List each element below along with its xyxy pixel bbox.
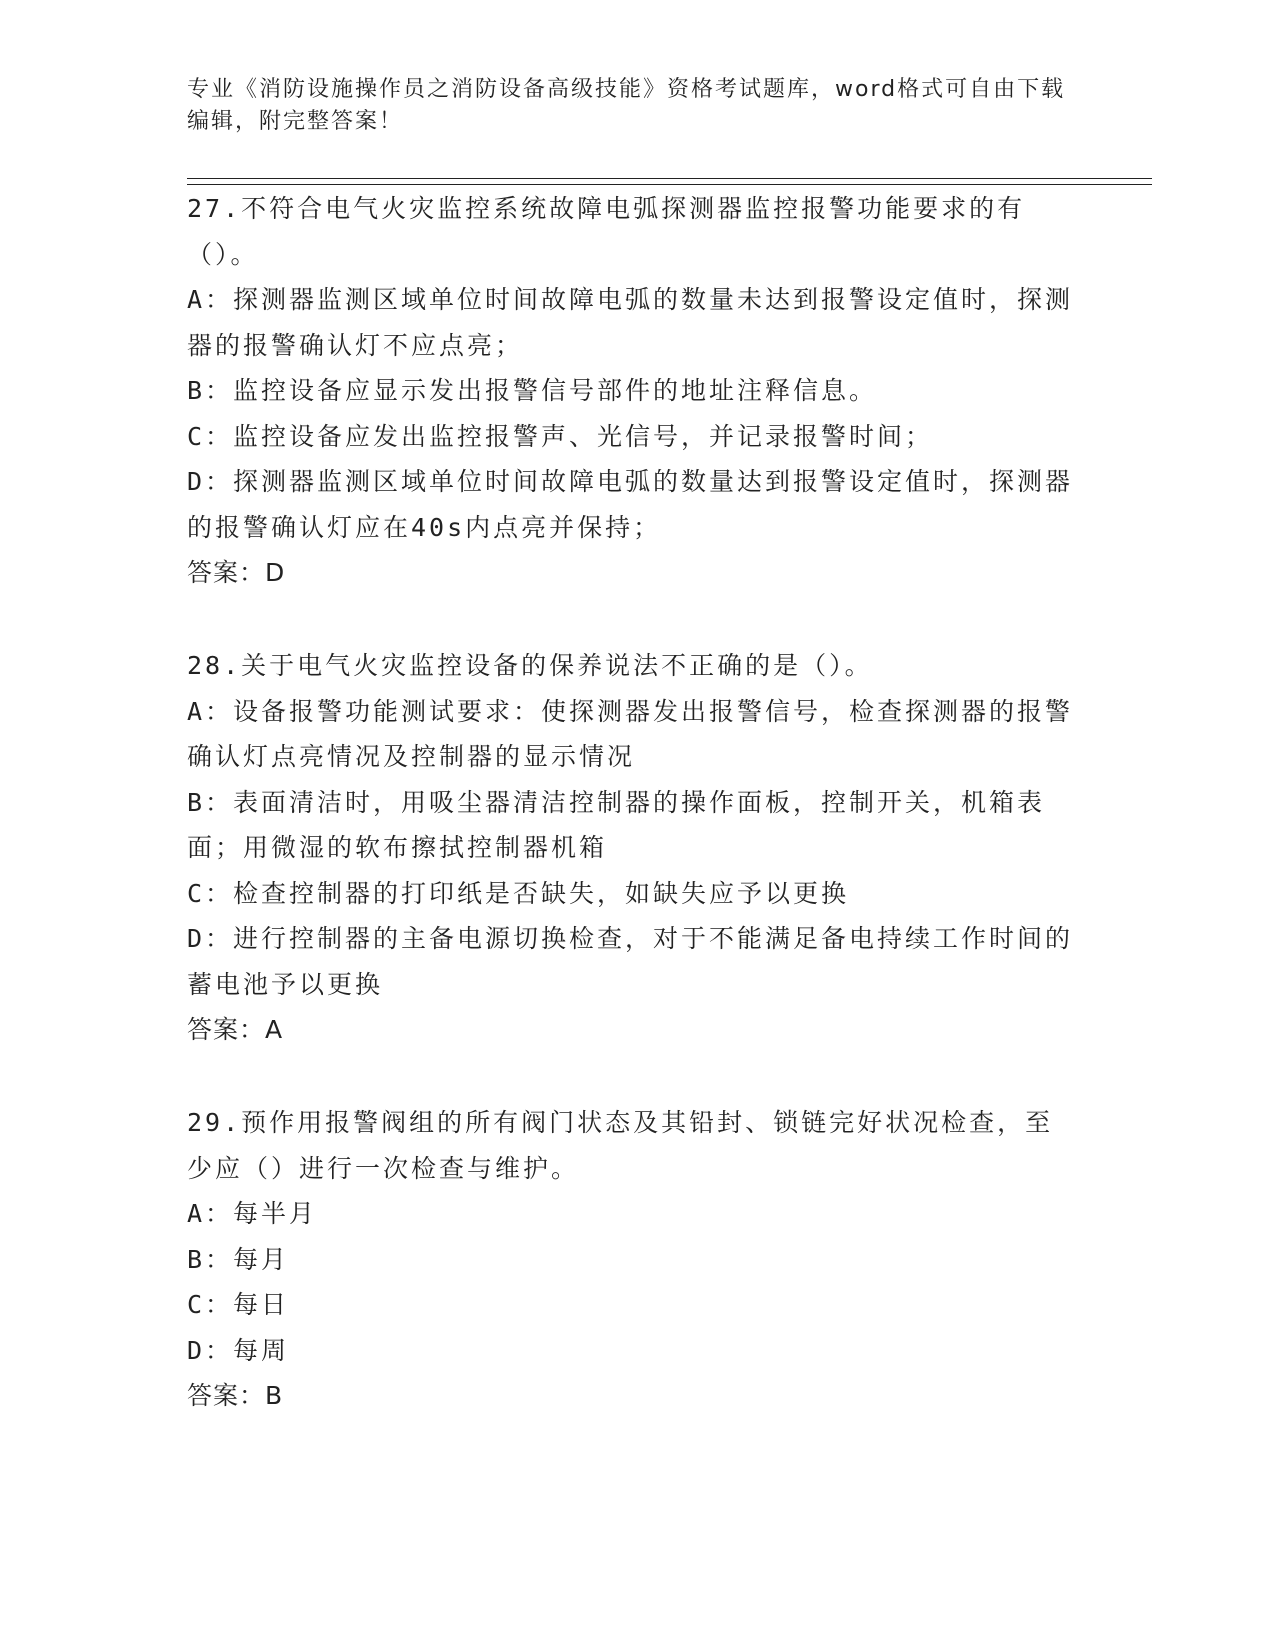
question-29 [187, 1100, 1077, 1419]
option-d: D：探测器监测区域单位时间故障电弧的数量达到报警设定值时，探测器的报警确认灯应在40s内点亮并保持； [187, 467, 1074, 542]
question-stem: 29.预作用报警阀组的所有阀门状态及其铅封、锁链完好状况检查，至少应（）进行一次检查与维护。 [187, 1108, 1054, 1183]
header-divider-bottom [187, 184, 1152, 185]
question-stem: 27.不符合电气火灾监控系统故障电弧探测器监控报警功能要求的有（）。 [187, 194, 1026, 269]
option-b: B：表面清洁时，用吸尘器清洁控制器的操作面板，控制开关，机箱表面；用微湿的软布擦拭控制器机箱 [187, 787, 1046, 862]
option-d: D：每周 [187, 1335, 290, 1365]
answer-line: 答案：B [187, 1381, 284, 1410]
document-header: 专业《消防设施操作员之消防设备高级技能》资格考试题库，word格式可自由下载编辑，附完整答案！ [187, 77, 1066, 134]
header-divider-top [187, 178, 1152, 179]
answer-line: 答案：A [187, 1015, 284, 1044]
option-d: D：进行控制器的主备电源切换检查，对于不能满足备电持续工作时间的蓄电池予以更换 [187, 924, 1074, 999]
question-27 [187, 186, 1077, 596]
question-stem: 28.关于电气火灾监控设备的保养说法不正确的是（）。 [187, 651, 873, 680]
option-a: A：探测器监测区域单位时间故障电弧的数量未达到报警设定值时，探测器的报警确认灯不应点亮； [187, 285, 1074, 360]
answer-line: 答案：D [187, 558, 286, 587]
option-b: B：每月 [187, 1244, 290, 1274]
option-a: A：每半月 [187, 1199, 318, 1228]
option-c: C：每日 [187, 1290, 290, 1319]
option-c: C：监控设备应发出监控报警声、光信号，并记录报警时间； [187, 421, 934, 451]
option-a: A：设备报警功能测试要求：使探测器发出报警信号，检查探测器的报警确认灯点亮情况及控制器的显示情况 [187, 696, 1074, 771]
option-b: B：监控设备应显示发出报警信号部件的地址注释信息。 [187, 376, 878, 405]
question-28 [187, 643, 1077, 1053]
option-c: C：检查控制器的打印纸是否缺失，如缺失应予以更换 [187, 878, 850, 908]
